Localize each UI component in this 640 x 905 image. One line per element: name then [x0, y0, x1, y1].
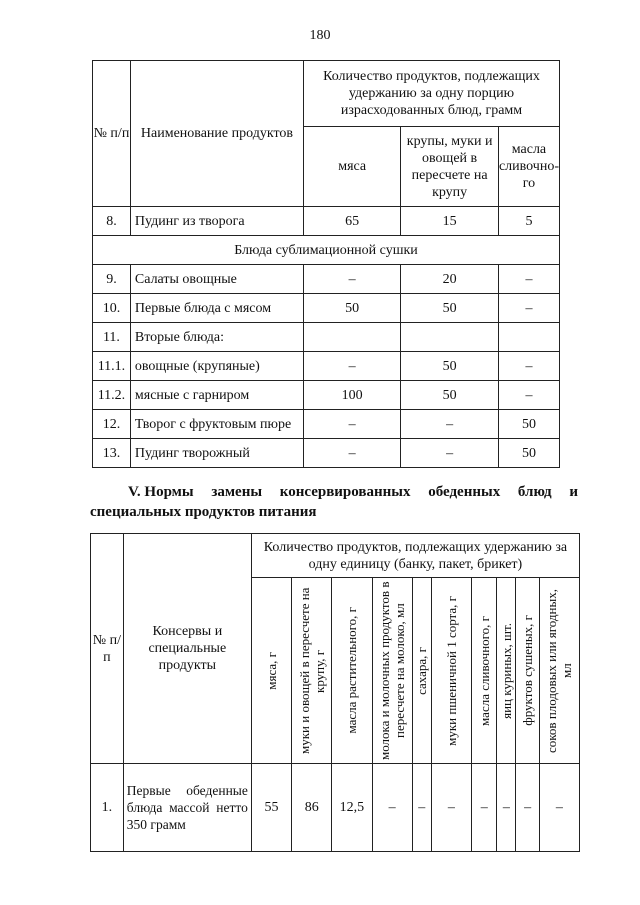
- header-col-label: масла растительного, г: [344, 607, 360, 734]
- header-col-label: масла сливочного, г: [476, 615, 492, 726]
- heading-word: обеденных: [428, 484, 501, 500]
- row-num: 11.2.: [93, 381, 131, 410]
- row-groats: 20: [401, 265, 499, 294]
- header-col: [472, 578, 497, 764]
- table-row: [93, 410, 560, 439]
- heading-word: блюд: [517, 484, 552, 500]
- row-value: 55: [251, 764, 291, 852]
- page-number: 180: [309, 28, 331, 43]
- row-value: –: [431, 764, 471, 852]
- table-row: [91, 764, 580, 852]
- row-value: –: [539, 764, 579, 852]
- row-num: 11.1.: [93, 352, 131, 381]
- table-row: [93, 265, 560, 294]
- row-butter: 50: [498, 410, 559, 439]
- row-name: Вторые блюда:: [130, 323, 303, 352]
- row-meat: –: [304, 439, 401, 468]
- header-col-label: соков плодовых или ягодных, мл: [544, 588, 575, 753]
- row-name: Салаты овощные: [130, 265, 303, 294]
- row-value: –: [372, 764, 412, 852]
- row-butter: 5: [498, 207, 559, 236]
- header-col: [497, 578, 516, 764]
- group-title: Блюда сублимационной сушки: [93, 236, 560, 265]
- row-name: Творог с фруктовым пюре: [130, 410, 303, 439]
- row-meat: –: [304, 410, 401, 439]
- row-num: 11.: [93, 323, 131, 352]
- row-butter: –: [498, 294, 559, 323]
- row-value: –: [472, 764, 497, 852]
- row-butter: –: [498, 381, 559, 410]
- row-groats: 15: [401, 207, 499, 236]
- heading-word: замены: [211, 484, 263, 500]
- row-groats: [401, 323, 499, 352]
- header-num: № п/п: [91, 534, 124, 764]
- header-col-label: муки и овощей в пересчете на крупу, г: [296, 587, 327, 754]
- heading-word: V. Нормы: [128, 484, 194, 500]
- row-groats: –: [401, 439, 499, 468]
- row-meat: 65: [304, 207, 401, 236]
- row-num: 12.: [93, 410, 131, 439]
- table-row: [93, 294, 560, 323]
- header-col: [516, 578, 539, 764]
- header-quantity: Количество продуктов, подлежащих удержанию за одну порцию израсходованных блюд, грамм: [304, 61, 560, 127]
- row-value: 12,5: [332, 764, 372, 852]
- row-meat: 50: [304, 294, 401, 323]
- header-col-label: сахара, г: [414, 646, 430, 695]
- row-num: 9.: [93, 265, 131, 294]
- heading-word: и: [569, 484, 578, 500]
- row-name: Пудинг из творога: [130, 207, 303, 236]
- row-meat: –: [304, 352, 401, 381]
- row-value: –: [412, 764, 431, 852]
- header-name: Консервы и специальные продукты: [123, 534, 251, 764]
- header-groats: крупы, муки и овощей в пересчете на крупу: [401, 127, 499, 207]
- row-groats: 50: [401, 294, 499, 323]
- row-meat: –: [304, 265, 401, 294]
- row-name: овощные (крупяные): [130, 352, 303, 381]
- header-col: [431, 578, 471, 764]
- section-heading-line1: [90, 482, 578, 502]
- table-row: [93, 352, 560, 381]
- header-col: [332, 578, 372, 764]
- header-col: [372, 578, 412, 764]
- header-meat: мяса: [304, 127, 401, 207]
- row-name: Первые блюда с мясом: [130, 294, 303, 323]
- row-num: 8.: [93, 207, 131, 236]
- row-name: Пудинг творожный: [130, 439, 303, 468]
- row-butter: 50: [498, 439, 559, 468]
- header-col: [292, 578, 332, 764]
- row-num: 1.: [91, 764, 124, 852]
- products-table: [92, 60, 560, 468]
- row-name: мясные с гарниром: [130, 381, 303, 410]
- row-meat: [304, 323, 401, 352]
- row-value: 86: [292, 764, 332, 852]
- header-name: Наименование продуктов: [130, 61, 303, 207]
- row-butter: –: [498, 265, 559, 294]
- row-num: 13.: [93, 439, 131, 468]
- section-heading-line2: специальных продуктов питания: [90, 504, 317, 520]
- table-row: [93, 323, 560, 352]
- row-meat: 100: [304, 381, 401, 410]
- table-row: [93, 207, 560, 236]
- table-row: [93, 381, 560, 410]
- heading-word: консервированных: [279, 484, 411, 500]
- row-name: Первые обеденные блюда массой нетто 350 грамм: [123, 764, 251, 852]
- header-butter: масла сливочно-го: [498, 127, 559, 207]
- header-col-label: мяса, г: [263, 651, 279, 690]
- header-col-label: фруктов сушеных, г: [520, 615, 536, 726]
- header-num: № п/п: [93, 61, 131, 207]
- header-col: [251, 578, 291, 764]
- row-num: 10.: [93, 294, 131, 323]
- row-butter: –: [498, 352, 559, 381]
- row-butter: [498, 323, 559, 352]
- header-col: [539, 578, 579, 764]
- header-col-label: муки пшеничной 1 сорта, г: [443, 595, 459, 746]
- row-groats: 50: [401, 381, 499, 410]
- header-col-label: молока и молочных продуктов в пересчете на молоко, мл: [377, 581, 408, 760]
- table-row: [93, 439, 560, 468]
- header-col-label: яиц куриных, шт.: [498, 622, 514, 719]
- cans-table: [90, 533, 580, 852]
- row-groats: –: [401, 410, 499, 439]
- section-heading: [90, 482, 578, 522]
- header-quantity: Количество продуктов, подлежащих удержанию за одну единицу (банку, пакет, брикет): [251, 534, 579, 578]
- row-groats: 50: [401, 352, 499, 381]
- row-value: –: [497, 764, 516, 852]
- header-col: [412, 578, 431, 764]
- row-value: –: [516, 764, 539, 852]
